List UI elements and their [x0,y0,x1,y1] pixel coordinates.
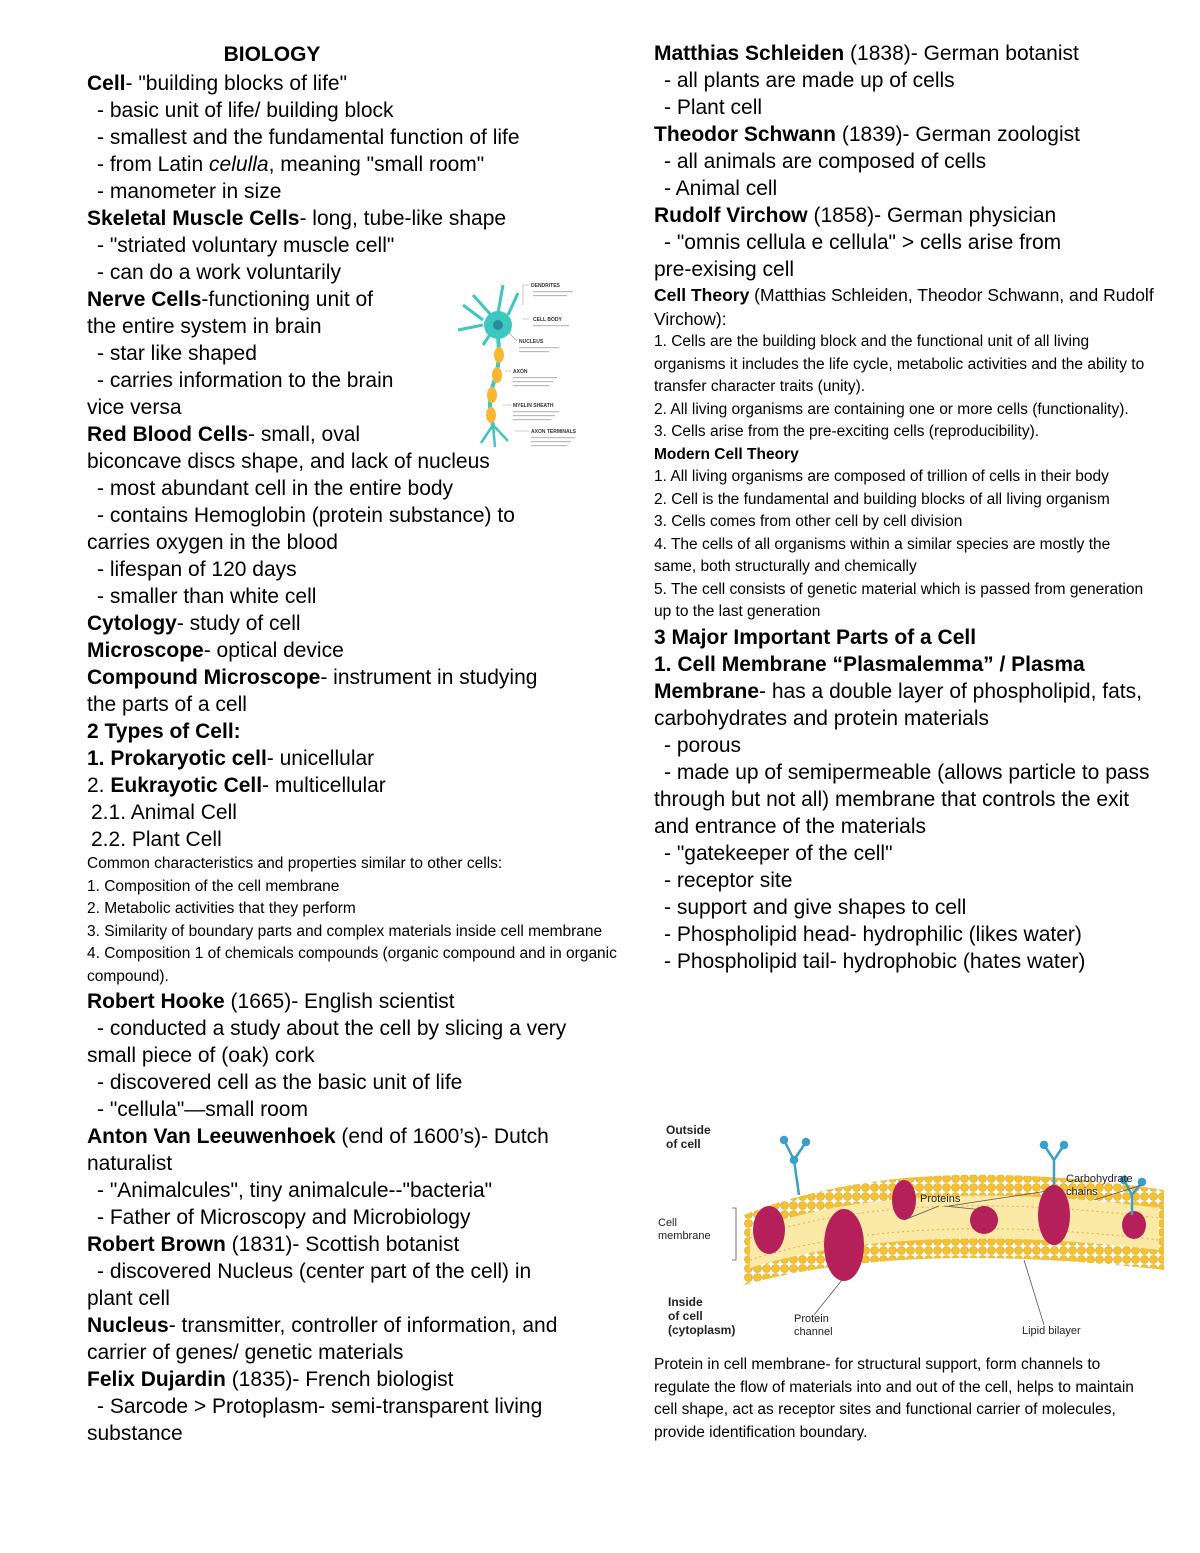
term: Red Blood Cells [87,423,249,446]
cytology-def [87,610,632,637]
term: Compound Microscope [87,666,321,689]
list-item: 4. Composition 1 of chemicals compounds (organic compound and in organic compound). [87,945,617,985]
virchow-heading [654,202,1154,229]
neuron-label: NUCLEUS [519,339,544,345]
list-item: 2. All living organisms are containing one or more cells (functionality). [654,400,1129,418]
neuron-label: DENDRITES [531,283,560,289]
parts-heading: 3 Major Important Parts of a Cell [654,625,977,649]
outside-label: Outside of cell [666,1123,711,1151]
list-item: - basic unit of life/ building block [97,99,394,122]
lipid-bilayer [744,1175,1164,1285]
term: Nerve Cells [87,288,202,311]
list-item: - "gatekeeper of the cell" [664,841,893,865]
subtype-item: 2.1. Animal Cell [91,801,237,824]
left-column [87,40,632,1447]
num: 1. [87,747,111,770]
neuron-diagram [453,275,585,455]
term: Skeletal Muscle Cells [87,207,300,230]
text-line: the entire system in brain [87,315,322,338]
list-item: - "cellula"—small room [97,1098,308,1121]
text-line: biconcave discs shape, and lack of nucleus [87,450,490,473]
text-line: small piece of (oak) cork [87,1044,315,1067]
text: - from Latin [97,153,210,176]
list-item: - contains Hemoglobin (protein substance) to [97,504,515,527]
text-line: carrier of genes/ genetic materials [87,1341,404,1364]
def: -functioning unit of [201,288,374,311]
def: - "building blocks of life" [125,72,348,95]
list-item: 1. Cells are the building block and the functional unit of all living organisms it includes the life cycle, metabolic activities and the ability to transfer character traits (unity). [654,333,1145,395]
def: - study of cell [176,612,301,635]
term: Cell [87,72,126,95]
list-item: - smaller than white cell [97,585,317,608]
list-item: - Phospholipid tail- hydrophobic (hates water) [664,949,1086,973]
text-line: vice versa [87,396,182,419]
list-item: 4. The cells of all organisms within a similar species are mostly the same, both structurally and chemically [654,535,1111,575]
neuron-label: AXON TERMINALS [531,429,576,435]
rest: (1839)- German zoologist [836,123,1080,146]
num: 2. [87,774,111,797]
rest: (1858)- German physician [807,204,1057,227]
list-item: - carries information to the brain [97,369,394,392]
text-line: substance [87,1422,183,1445]
list-item: - discovered cell as the basic unit of life [97,1071,463,1094]
list-item: 3. Cells arise from the pre-exciting cells (reproducibility). [654,423,1040,440]
types-heading: 2 Types of Cell: [87,720,241,743]
name: Matthias Schleiden [654,42,845,65]
list-item: - all animals are composed of cells [664,150,987,173]
list-item: - lifespan of 120 days [97,558,297,581]
channel-label: Protein channel [794,1313,833,1338]
name: Rudolf Virchow [654,204,808,227]
rest: (Matthias Schleiden, Theodor Schwann, and Rudolf Virchow): [654,285,1154,329]
list-item: - "Animalcules", tiny animalcule--"bacteria" [97,1179,493,1202]
list-item: - Animal cell [664,177,778,200]
modern-theory-heading: Modern Cell Theory [654,445,799,463]
list-item: - "omnis cellula e cellula" > cells arise from [664,231,1062,254]
text-line: the parts of a cell [87,693,247,716]
name: Theodor Schwann [654,123,837,146]
list-item: - receptor site [664,868,793,892]
term: Cell Theory [654,285,750,305]
term: Microscope [87,639,204,662]
list-item: - Plant cell [664,96,763,119]
skeletal-def [87,205,632,232]
cell-theory-heading [654,283,1154,331]
neuron-shape [458,285,518,447]
term: 1. Cell Membrane “Plasmalemma” / Plasma Membrane [654,652,1085,703]
text-line: naturalist [87,1152,173,1175]
cell-membrane-def [654,651,1154,732]
list-item: - manometer in size [97,180,282,203]
subtype-item: 2.2. Plant Cell [91,828,222,851]
term: Prokaryotic cell [110,747,267,770]
def: - multicellular [262,774,386,797]
list-item: - discovered Nucleus (center part of the cell) in [97,1260,532,1283]
list-item: - conducted a study about the cell by slicing a very [97,1017,567,1040]
rest: (end of 1600’s)- Dutch [335,1125,549,1148]
list-item: - can do a work voluntarily [97,261,341,284]
rest: (1838)- German botanist [844,42,1079,65]
cell-membrane-label: Cell membrane [658,1217,711,1242]
neuron-label: CELL BODY [533,317,562,323]
list-item: - support and give shapes to cell [664,895,967,919]
cell-def [87,70,632,97]
schleiden-heading [654,40,1154,67]
rest: (1665)- English scientist [224,990,455,1013]
rest: (1835)- French biologist [225,1368,454,1391]
name: Robert Brown [87,1233,226,1256]
latin-word: celulla [209,153,269,176]
page-title: BIOLOGY [223,43,321,66]
carbohydrate-label: Carbohydrate chains [1066,1173,1133,1198]
neuron-label: MYELIN SHEATH [513,403,554,409]
type-item [87,772,632,799]
schwann-heading [654,121,1154,148]
list-item: - star like shaped [97,342,257,365]
dujardin-heading [87,1366,632,1393]
list-item: 1. Composition of the cell membrane [87,877,340,895]
def: - unicellular [266,747,375,770]
list-item: - Father of Microscopy and Microbiology [97,1206,471,1229]
list-item: 2. Metabolic activities that they perform [87,900,356,917]
text: , meaning "small room" [268,153,485,176]
def: - long, tube-like shape [299,207,507,230]
inside-label: Inside of cell (cytoplasm) [668,1295,736,1337]
brown-heading [87,1231,632,1258]
def: - transmitter, controller of information, and [168,1314,558,1337]
neuron-label: AXON [513,369,528,375]
list-item: - all plants are made up of cells [664,69,955,92]
def: - instrument in studying [320,666,538,689]
rest: (1831)- Scottish botanist [225,1233,460,1256]
def: - small, oval [248,423,361,446]
leeuwenhoek-heading [87,1123,632,1150]
def: - has a double layer of phospholipid, fats, carbohydrates and protein materials [654,679,1142,730]
cell-membrane-diagram [654,1120,1174,1345]
name: Anton Van Leeuwenhoek [87,1125,336,1148]
def: - optical device [203,639,344,662]
list-item: - porous [664,733,742,757]
list-item: 2. Cell is the fundamental and building blocks of all living organism [654,490,1110,508]
text-line: pre-exising cell [654,258,795,281]
list-item: - "striated voluntary muscle cell" [97,234,395,257]
compound-def [87,664,632,691]
term: Eukrayotic Cell [110,774,263,797]
list-item: - Phospholipid head- hydrophilic (likes water) [664,922,1082,946]
name: Felix Dujardin [87,1368,226,1391]
microscope-def [87,637,632,664]
list-item: - made up of semipermeable (allows particle to pass through but not all) membrane that controls the exit and entrance of the materials [654,760,1150,838]
list-item: 3. Cells comes from other cell by cell division [654,513,963,530]
text-line: plant cell [87,1287,170,1310]
right-column [654,40,1154,975]
nucleus-def [87,1312,632,1339]
proteins-label: Proteins [920,1193,961,1205]
text-line: carries oxygen in the blood [87,531,338,554]
list-item: 3. Similarity of boundary parts and complex materials inside cell membrane [87,922,603,940]
list-item: 5. The cell consists of genetic material which is passed from generation up to the last generation [654,580,1144,620]
common-heading: Common characteristics and properties similar to other cells: [87,855,503,872]
hooke-heading [87,988,632,1015]
membrane-caption: Protein in cell membrane- for structural support, form channels to regulate the flow of materials into and out of the cell, helps to maintain cell shape, act as receptor sites and functional carrier of molecules, provide identification boundary. [654,1356,1134,1441]
name: Robert Hooke [87,990,225,1013]
list-item [87,151,632,178]
list-item: - Sarcode > Protoplasm- semi-transparent living [97,1395,543,1418]
list-item: - most abundant cell in the entire body [97,477,454,500]
term: Nucleus [87,1314,169,1337]
neuron-leaders [503,285,529,431]
list-item: - smallest and the fundamental function of life [97,126,520,149]
bilayer-label: Lipid bilayer [1022,1325,1081,1337]
list-item: 1. All living organisms are composed of trillion of cells in their body [654,468,1109,485]
term: Cytology [87,612,177,635]
type-item [87,745,632,772]
